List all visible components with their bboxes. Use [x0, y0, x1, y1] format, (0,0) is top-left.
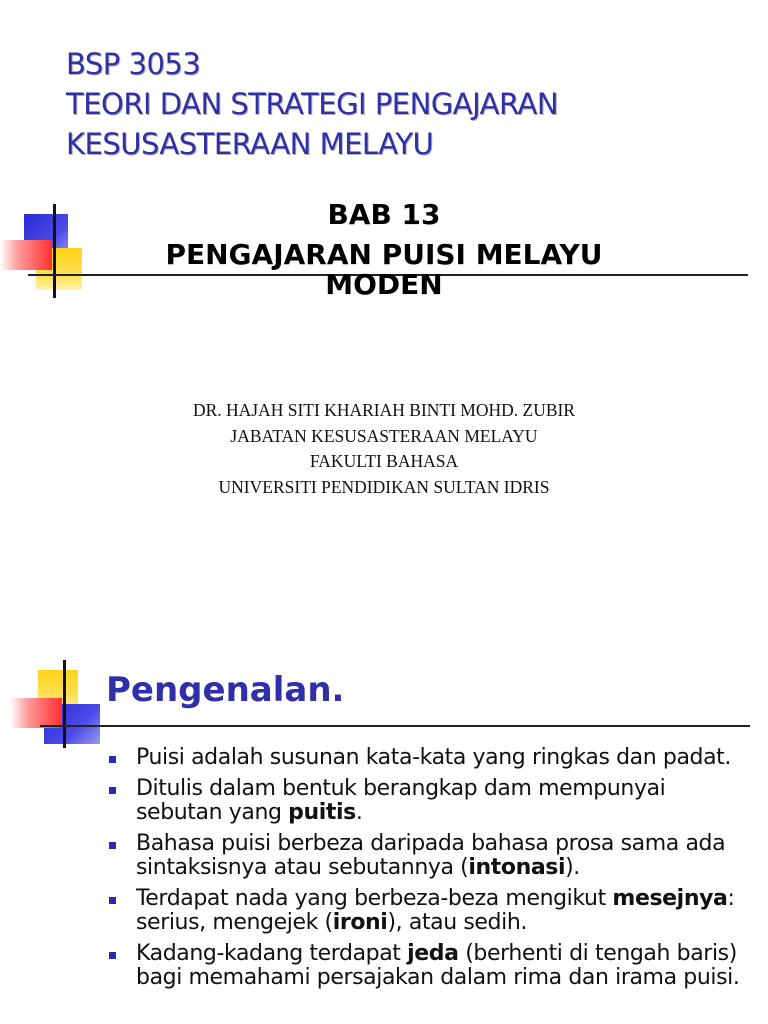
- author-name: DR. HAJAH SITI KHARIAH BINTI MOHD. ZUBIR: [192, 400, 576, 420]
- square-bullet-icon: [109, 897, 116, 904]
- university: UNIVERSITI PENDIDIKAN SULTAN IDRIS: [218, 476, 550, 497]
- bullet-text-part: .: [355, 800, 363, 825]
- author-block: [100, 398, 668, 500]
- square-bullet-icon: [109, 952, 116, 959]
- square-bullet-icon: [109, 842, 116, 849]
- list-item: [108, 832, 748, 880]
- list-item: [108, 777, 748, 825]
- course-title-line: BSP 3053: [66, 47, 201, 81]
- bullet-text-part: : serius, mengejek (: [136, 886, 735, 935]
- bullet-list: [108, 746, 748, 997]
- horizontal-divider-line: [40, 725, 750, 727]
- bullet-text: [136, 777, 748, 825]
- bullet-text-part: (berhenti di tengah baris) bagi memahami persajakan dalam rima dan irama puisi.: [136, 941, 740, 990]
- bullet-text: [136, 832, 748, 880]
- red-gradient-shape: [10, 698, 62, 728]
- department: JABATAN KESUSASTERAAN MELAYU: [230, 425, 538, 446]
- bullet-emphasis: mesejnya: [612, 886, 728, 911]
- overlapping-squares-decoration: [0, 656, 110, 756]
- chapter-title: [100, 197, 668, 303]
- list-item: [108, 887, 748, 935]
- slide-heading: Pengenalan.: [106, 670, 345, 710]
- bullet-emphasis: jeda: [407, 941, 459, 966]
- vertical-line-shape: [63, 660, 66, 748]
- course-title-line: KESUSASTERAAN MELAYU: [66, 127, 434, 161]
- vertical-line-shape: [53, 204, 56, 298]
- bullet-text-part: Kadang-kadang terdapat: [136, 941, 408, 966]
- bullet-text: [136, 942, 748, 990]
- bullet-emphasis: ironi: [332, 910, 388, 935]
- course-title-line: TEORI DAN STRATEGI PENGAJARAN: [66, 87, 559, 121]
- course-title: [66, 44, 558, 164]
- bullet-text: [136, 887, 748, 935]
- bullet-emphasis: intonasi: [468, 855, 566, 880]
- red-gradient-shape: [0, 240, 52, 270]
- bullet-text: [136, 746, 748, 770]
- bullet-text-part: Terdapat nada yang berbeza-beza mengikut: [136, 886, 613, 911]
- overlapping-squares-decoration: [0, 200, 110, 300]
- list-item: [108, 746, 748, 770]
- bullet-text-part: ), atau sedih.: [387, 910, 527, 935]
- square-bullet-icon: [109, 787, 116, 794]
- bullet-text-part: Bahasa puisi berbeza daripada bahasa prosa sama ada sintaksisnya atau sebutannya (: [136, 831, 726, 880]
- chapter-title-line: MODEN: [325, 268, 443, 301]
- chapter-title-line: PENGAJARAN PUISI MELAYU: [165, 238, 603, 271]
- bullet-text-part: ).: [565, 855, 580, 880]
- bullet-text-part: Puisi adalah susunan kata-kata yang ringkas dan padat.: [136, 745, 732, 770]
- square-bullet-icon: [109, 756, 116, 763]
- content-slide: [0, 640, 768, 1024]
- faculty: FAKULTI BAHASA: [309, 451, 459, 471]
- chapter-number: BAB 13: [327, 198, 441, 231]
- bullet-emphasis: puitis: [288, 800, 356, 825]
- bullet-text-part: Ditulis dalam bentuk berangkap dam mempunyai sebutan yang: [136, 776, 666, 825]
- list-item: [108, 942, 748, 990]
